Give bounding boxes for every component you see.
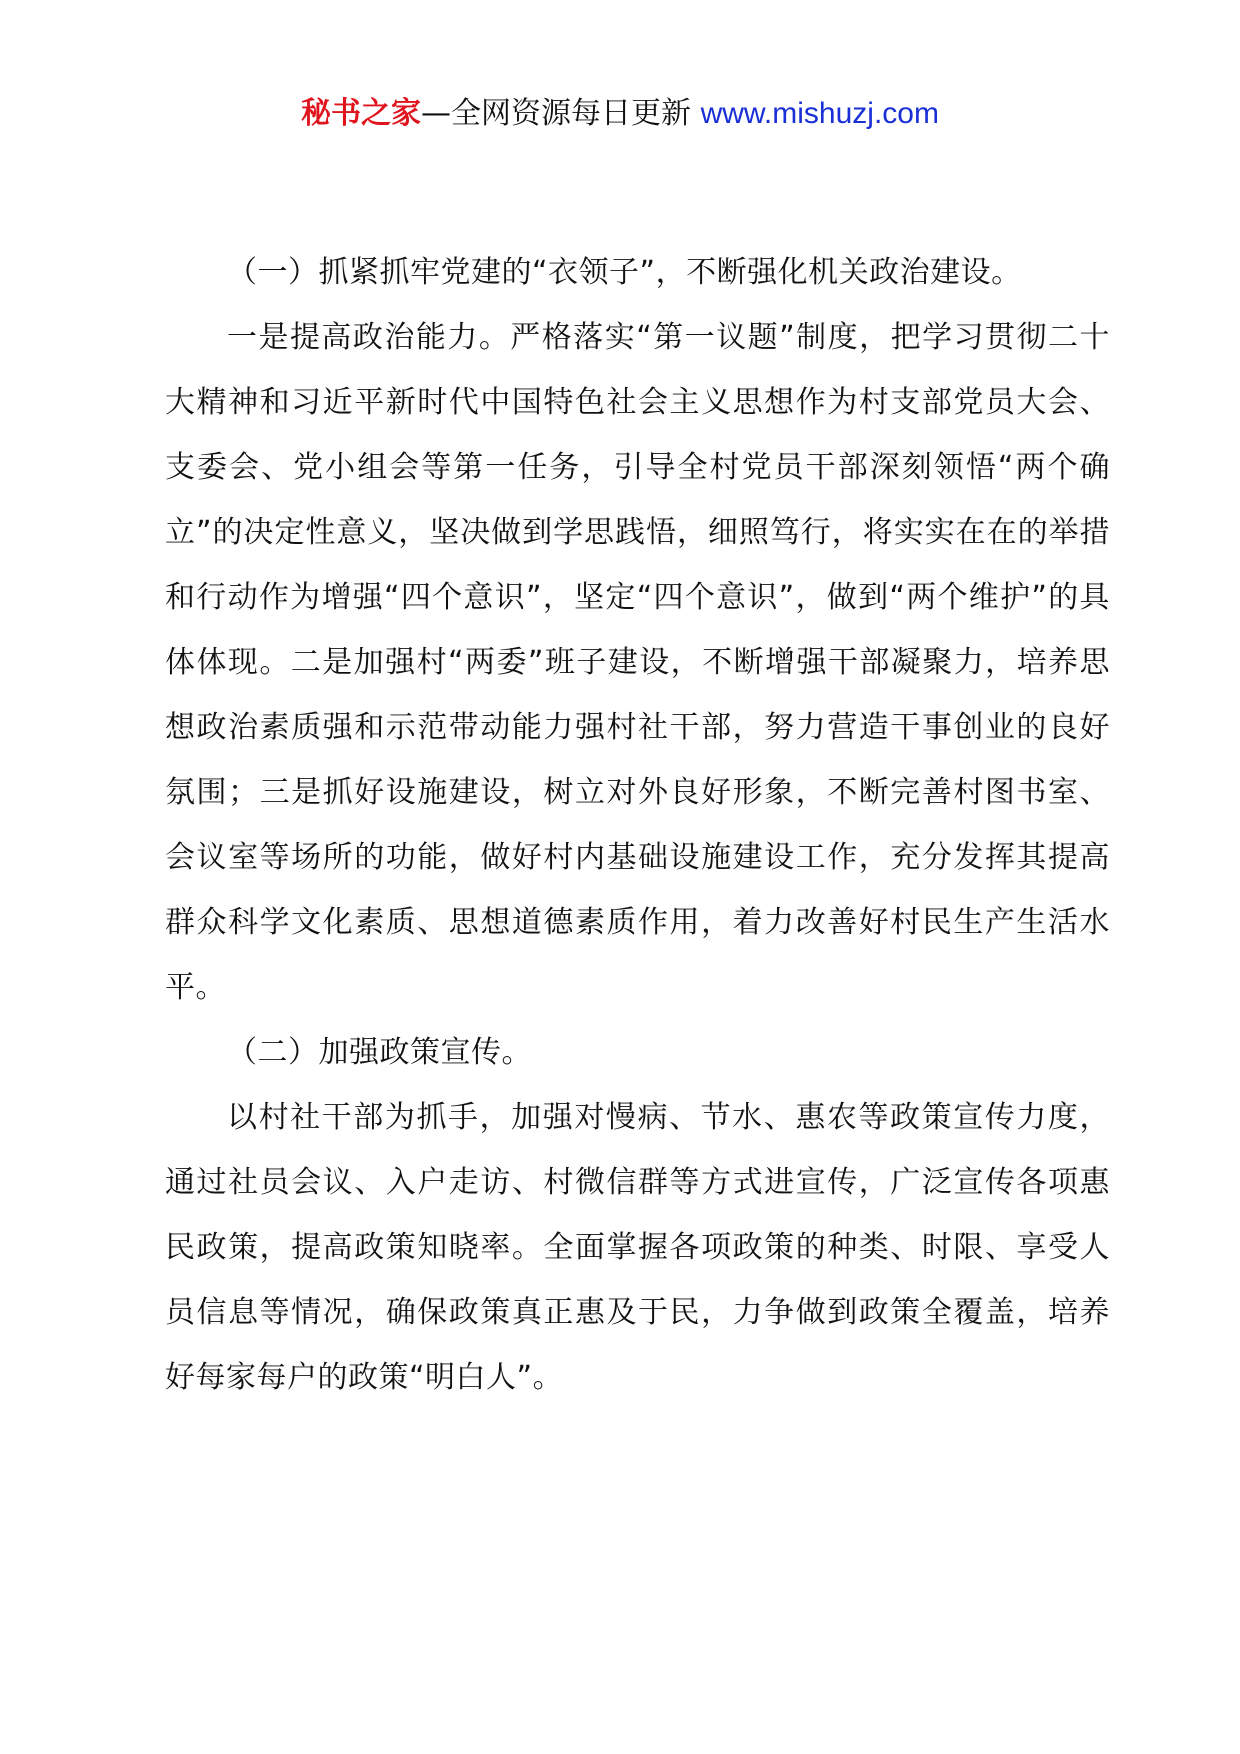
header-tagline: —全网资源每日更新 [421, 96, 701, 131]
brand-name: 秘书之家 [301, 96, 422, 131]
section-heading-2: （二）加强政策宣传。 [227, 1035, 532, 1070]
document-body [165, 240, 1110, 1410]
paragraph-2: 以村社干部为抓手，加强对慢病、节水、惠农等政策宣传力度，通过社员会议、入户走访、村微信群等方式进宣传，广泛宣传各项惠民政策，提高政策知晓率。全面掌握各项政策的种类、时限、享受人员信息等情况，确保政策真正惠及于民，力争做到政策全覆盖，培养好每家每户的政策“明白人”。 [165, 1100, 1110, 1395]
section-heading-1: （一）抓紧抓牢党建的“衣领子”，不断强化机关政治建设。 [227, 255, 1022, 290]
site-url-link[interactable]: www.mishuzj.com [700, 97, 939, 130]
paragraph-1: 一是提高政治能力。严格落实“第一议题”制度，把学习贯彻二十大精神和习近平新时代中国特色社会主义思想作为村支部党员大会、支委会、党小组会等第一任务，引导全村党员干部深刻领悟“两个确立”的决定性意义，坚决做到学思践悟，细照笃行，将实实在在的举措和行动作为增强“四个意识”，坚定“四个意识”，做到“两个维护”的具体体现。二是加强村“两委”班子建设，不断增强干部凝聚力，培养思想政治素质强和示范带动能力强村社干部，努力营造干事创业的良好氛围；三是抓好设施建设，树立对外良好形象，不断完善村图书室、会议室等场所的功能，做好村内基础设施建设工作，充分发挥其提高群众科学文化素质、思想道德素质作用，着力改善好村民生产生活水平。 [165, 320, 1110, 1005]
page-header [0, 92, 1240, 136]
